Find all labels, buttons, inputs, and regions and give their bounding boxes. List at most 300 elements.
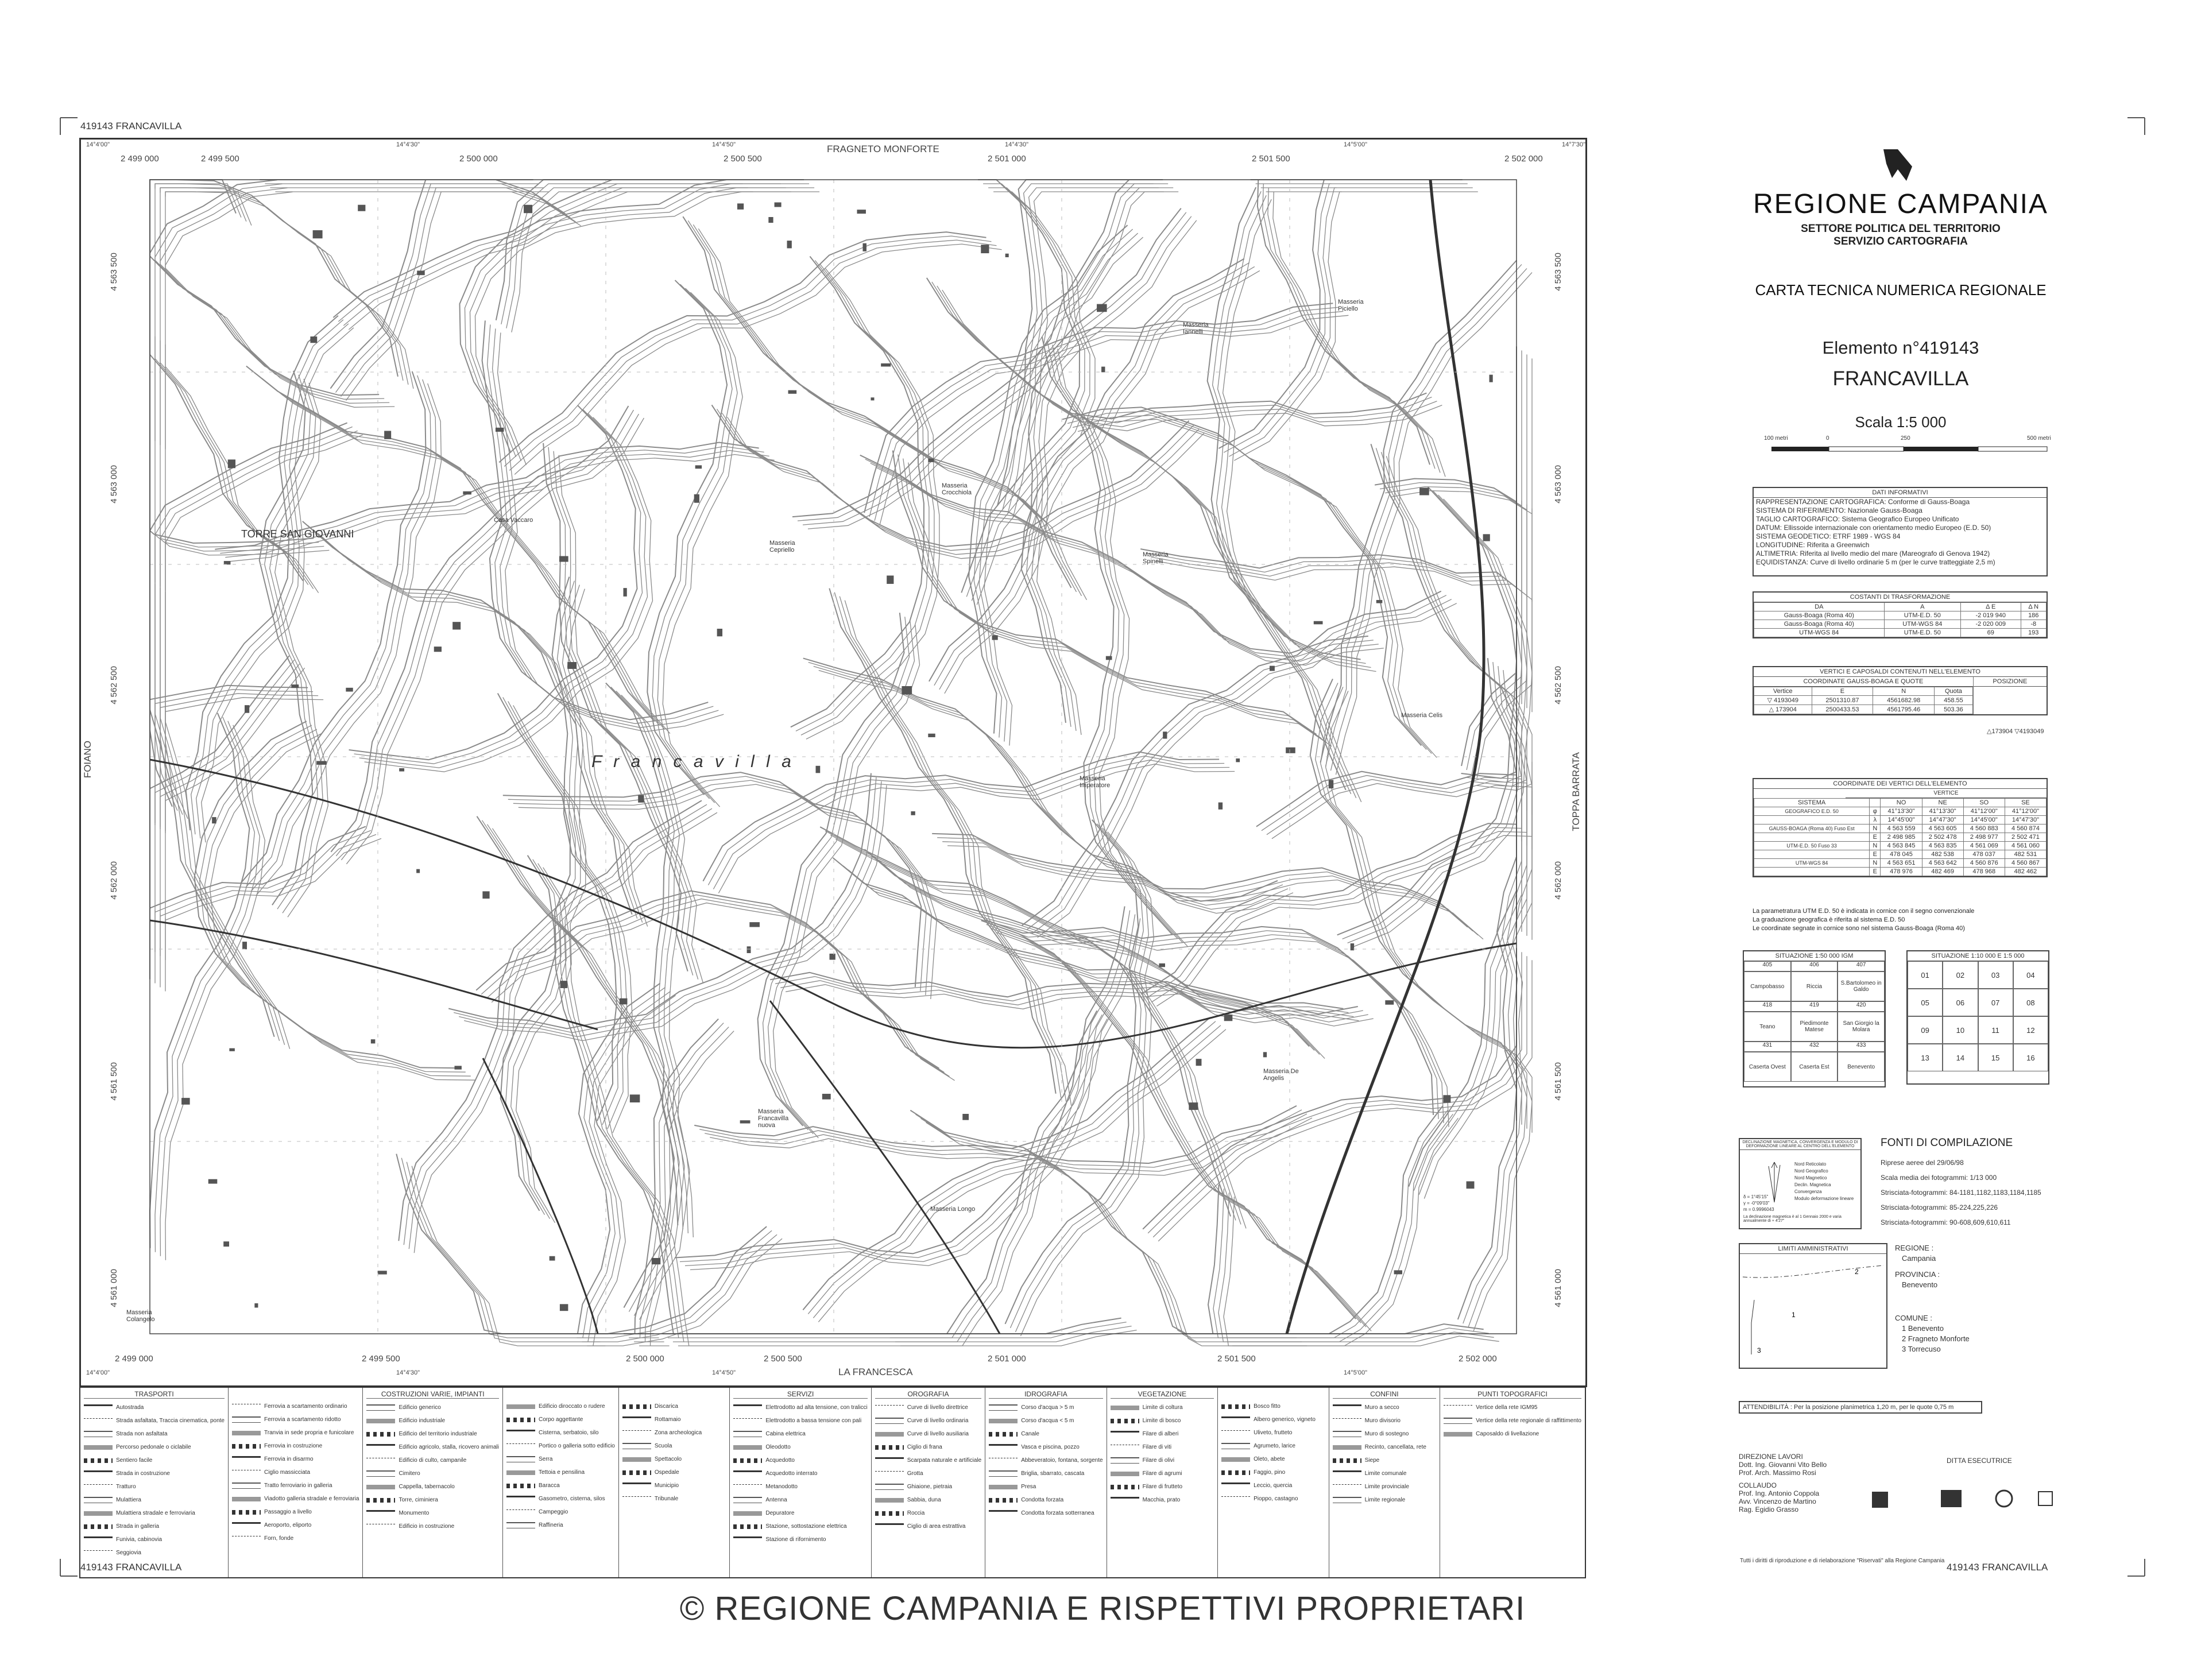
legend-item-label: Macchia, prato <box>1142 1497 1181 1503</box>
vertici-cell: 503.36 <box>1935 705 1973 714</box>
legend-item <box>1333 1427 1437 1441</box>
legend-item <box>1333 1493 1437 1507</box>
costanti-cell: UTM-E.D. 50 <box>1884 629 1960 637</box>
legend-item <box>622 1400 726 1413</box>
legend-item <box>1111 1427 1214 1441</box>
legend-item-label: Zona archeologica <box>654 1430 702 1436</box>
legend-item <box>1333 1454 1437 1467</box>
top-coord-3: 2 501 000 <box>988 154 1026 164</box>
legend-item-label: Leccio, quercia <box>1254 1482 1293 1489</box>
copyright-notice: © REGIONE CAMPANIA E RISPETTIVI PROPRIETARI <box>679 1590 1526 1627</box>
coord-head-1 <box>1870 799 1881 807</box>
bottom-coord-6: 2 502 000 <box>1459 1354 1497 1364</box>
coord-cell: 478 968 <box>1963 868 2005 876</box>
legend-item-label: Torre, ciminiera <box>399 1497 438 1503</box>
vertici-cell: △ 173904 <box>1754 705 1812 714</box>
legend-symbol-icon <box>622 1482 651 1489</box>
legend-symbol-icon <box>1221 1470 1250 1475</box>
legend-symbol-icon <box>1111 1431 1139 1437</box>
legend-item-label: Limite comunale <box>1364 1470 1407 1477</box>
legend-item <box>1221 1439 1325 1453</box>
farm-label-6: Masseria Celis <box>1401 712 1443 719</box>
legend-symbol-icon <box>232 1536 261 1541</box>
legend-item-label: Cabina elettrica <box>765 1431 806 1437</box>
costanti-cell: -8 <box>2021 620 2047 629</box>
legend-item-label: Ferrovia in costruzione <box>264 1443 323 1449</box>
legend-item <box>733 1454 867 1467</box>
coord-cell: 478 976 <box>1881 868 1922 876</box>
place-torre-san-giovanni: TORRE SAN GIOVANNI <box>241 528 354 540</box>
legend-heading-7: IDROGRAFIA <box>989 1390 1102 1399</box>
legend-item <box>733 1533 867 1546</box>
legend-item <box>232 1400 359 1413</box>
legend-item-label: Filare di viti <box>1142 1444 1172 1450</box>
legend-item <box>506 1479 615 1492</box>
farm-label-4: Casa Vaccaro <box>494 517 533 524</box>
legend-item-label: Stazione di rifornimento <box>765 1536 826 1543</box>
legend-item <box>232 1413 359 1426</box>
legend-symbol-icon <box>232 1444 261 1449</box>
direzione-line-4: COLLAUDO <box>1739 1481 1777 1489</box>
dati-line-1: SISTEMA DI RIFERIMENTO: Nazionale Gauss-Boaga <box>1756 506 1922 514</box>
legend-item <box>622 1466 726 1479</box>
legend-item-label: Sentiero facile <box>116 1457 153 1464</box>
map-canvas <box>81 140 1585 1385</box>
legend-symbol-icon <box>875 1498 904 1503</box>
legend-item <box>733 1401 867 1414</box>
legend-item-label: Tettoia e pensilina <box>539 1469 585 1476</box>
legend-item-label: Tranvia in sede propria e funicolare <box>264 1430 354 1436</box>
legend-symbol-icon <box>506 1522 535 1528</box>
legend-symbol-icon <box>733 1418 762 1423</box>
legend-item <box>366 1441 499 1454</box>
legend-column-11 <box>1440 1388 1585 1577</box>
decl-legend-3: Declin. Magnetica <box>1794 1182 1831 1187</box>
legend-symbol-icon <box>622 1404 651 1409</box>
legend-symbol-icon <box>989 1419 1018 1423</box>
legend-item <box>232 1505 359 1519</box>
bottom-coord-1: 2 499 500 <box>362 1354 400 1364</box>
decl-legend-1: Nord Geografico <box>1794 1168 1828 1174</box>
limiti-diagram <box>1740 1254 1886 1357</box>
coord-cell <box>1754 868 1870 876</box>
legend-item <box>875 1507 982 1520</box>
legend-symbol-icon <box>989 1498 1018 1503</box>
declinazione-title: DECLINAZIONE MAGNETICA, CONVERGENZA E MODULO DI DEFORMAZIONE LINEARE AL CENTRO DELL'ELEMENTO <box>1740 1139 1860 1150</box>
right-coord-2: 4 562 500 <box>1553 666 1563 704</box>
legend-item <box>622 1453 726 1466</box>
place-francavilla: F r a n c a v i l l a <box>591 752 795 771</box>
legend-item-label: Recinto, cancellata, rete <box>1364 1444 1426 1450</box>
legend-item <box>875 1454 982 1467</box>
sit50-cell: 431 <box>1744 1042 1791 1052</box>
legend-symbol-icon <box>1444 1418 1472 1424</box>
legend-symbol-icon <box>733 1497 762 1503</box>
legend-item <box>366 1507 499 1520</box>
vertici-cell: ▽ 4193049 <box>1754 696 1812 705</box>
legend-symbol-icon <box>1111 1457 1139 1464</box>
legend-item-label: Tribunale <box>654 1496 679 1502</box>
legend-item <box>84 1480 225 1493</box>
legend-symbol-icon <box>1111 1497 1139 1503</box>
element-name: FRANCAVILLA <box>1832 367 1969 390</box>
situazione-10000-box <box>1906 950 2049 1085</box>
legend-symbol-icon <box>366 1498 395 1503</box>
legend-item-label: Passaggio a livello <box>264 1509 312 1515</box>
legend-item-label: Raffineria <box>539 1522 563 1528</box>
dati-line-3: DATUM: Ellissoide internazionale con orientamento medio Europeo (E.D. 50) <box>1756 524 1991 532</box>
degree-top-2: 14°4'50" <box>712 141 736 148</box>
legend-item <box>733 1480 867 1493</box>
legend-item <box>1333 1467 1437 1480</box>
legend-item-label: Faggio, pino <box>1254 1469 1286 1476</box>
costanti-cell: 193 <box>2021 629 2047 637</box>
legend-item <box>733 1520 867 1533</box>
coord-vertici-box <box>1753 778 2048 877</box>
dati-title: DATI INFORMATIVI <box>1754 488 2047 498</box>
sit50-cell: Caserta Est <box>1791 1052 1838 1082</box>
legend-item <box>84 1467 225 1480</box>
legend-item <box>1111 1467 1214 1480</box>
legend-item-label: Depuratore <box>765 1510 795 1516</box>
legend-column-3 <box>503 1388 619 1577</box>
element-number: Elemento n°419143 <box>1822 338 1979 358</box>
legend-symbol-icon <box>875 1457 904 1464</box>
direzione-line-2: Prof. Arch. Massimo Rosi <box>1739 1469 1816 1477</box>
legend-item <box>84 1520 225 1533</box>
legend-item <box>1111 1414 1214 1427</box>
legend-symbol-icon <box>84 1470 113 1477</box>
sit10-cell-05: 05 <box>1908 989 1943 1016</box>
legend-item <box>366 1401 499 1414</box>
legend-item <box>506 1426 615 1439</box>
sit50-cell: 418 <box>1744 1001 1791 1012</box>
sit10-cell-12: 12 <box>2013 1016 2048 1044</box>
costanti-cell: Gauss-Boaga (Roma 40) <box>1754 611 1885 620</box>
sit10-cell-04: 04 <box>2013 961 2048 989</box>
legend-item-label: Pioppo, castagno <box>1254 1496 1298 1502</box>
coord-head-3: NE <box>1922 799 1963 807</box>
legend-item <box>622 1426 726 1439</box>
legend-symbol-icon <box>232 1497 261 1501</box>
legend-item <box>622 1479 726 1492</box>
legend-item <box>366 1414 499 1427</box>
legend-symbol-icon <box>366 1444 395 1450</box>
legend-item <box>506 1519 615 1532</box>
sit10-cell-15: 15 <box>1978 1044 2013 1071</box>
costanti-cell: -2 019 940 <box>1961 611 2021 620</box>
legend-item <box>1111 1401 1214 1414</box>
legend-symbol-icon <box>733 1524 762 1529</box>
legend-item-label: Strada in galleria <box>116 1523 160 1530</box>
legend-item-label: Agrumeto, larice <box>1254 1443 1295 1449</box>
legend-item-label: Ferrovia a scartamento ordinario <box>264 1403 347 1410</box>
legend-item-label: Aeroporto, eliporto <box>264 1522 312 1528</box>
legend-item-label: Discarica <box>654 1403 678 1410</box>
legend-symbol-icon <box>1444 1405 1472 1410</box>
legend-symbol-icon <box>506 1456 535 1462</box>
legend-symbol-icon <box>622 1457 651 1462</box>
farm-label-1: Masseria Iannelli <box>1183 322 1209 335</box>
legend-heading-6: OROGRAFIA <box>875 1390 982 1399</box>
legend-symbol-icon <box>989 1444 1018 1450</box>
legend-heading-0: TRASPORTI <box>84 1390 225 1399</box>
coord-head-5: SE <box>2005 799 2046 807</box>
rights-note: Tutti i diritti di riproduzione e di rielaborazione "Riservati" alla Regione Campania <box>1740 1558 1945 1564</box>
topographic-map[interactable] <box>79 138 1587 1387</box>
left-coord-0: 4 563 500 <box>109 253 119 291</box>
dati-line-0: RAPPRESENTAZIONE CARTOGRAFICA: Conforme di Gauss-Boaga <box>1756 498 1970 506</box>
legend-item-label: Filare di frutteto <box>1142 1484 1183 1490</box>
svg-text:2: 2 <box>1855 1268 1859 1276</box>
legend-item <box>989 1493 1102 1507</box>
sit50-cell: Campobasso <box>1744 971 1791 1001</box>
campania-logo-icon <box>1881 146 1915 187</box>
legend-item-label: Forn, fonde <box>264 1535 294 1542</box>
left-coord-2: 4 562 500 <box>109 666 119 704</box>
costanti-head-2: Δ E <box>1961 603 2021 611</box>
comune-2: 3 Torrecuso <box>1902 1345 1941 1353</box>
legend-item-label: Stazione, sottostazione elettrica <box>765 1523 847 1530</box>
legend-symbol-icon <box>733 1511 762 1516</box>
legend-symbol-icon <box>1221 1416 1250 1423</box>
legend-column-0 <box>80 1388 229 1577</box>
legend-item-label: Cimitero <box>399 1470 420 1477</box>
farm-label-8: Masseria De Angelis <box>1263 1068 1299 1082</box>
legend-item <box>232 1492 359 1505</box>
farm-label-11: Masseria Colangelo <box>126 1309 155 1323</box>
legend-item-label: Corpo aggettante <box>539 1416 583 1423</box>
sit50-cell: Caserta Ovest <box>1744 1052 1791 1082</box>
legend-item <box>875 1520 982 1533</box>
legend-item <box>1333 1414 1437 1427</box>
coord-cell: 4 563 835 <box>1922 842 1963 850</box>
limiti-title: LIMITI AMMINISTRATIVI <box>1740 1244 1886 1254</box>
legend-item <box>622 1492 726 1505</box>
legend-item <box>733 1414 867 1427</box>
coord-cell: 14°47'30" <box>1922 816 1963 824</box>
coord-cell: 14°45'00" <box>1881 816 1922 824</box>
sit50-cell: Riccia <box>1791 971 1838 1001</box>
legend-item-label: Strada asfaltata, Traccia cinematica, ponte <box>116 1418 225 1424</box>
legend-item-label: Acquedotto <box>765 1457 795 1464</box>
coord-vertici-table <box>1754 798 2047 876</box>
legend-item <box>1111 1493 1214 1507</box>
legend-item <box>232 1479 359 1492</box>
legend-item <box>1111 1454 1214 1467</box>
right-coord-5: 4 561 000 <box>1553 1269 1563 1307</box>
legend-item <box>1221 1400 1325 1413</box>
legend-item-label: Limite di bosco <box>1142 1418 1181 1424</box>
legend-item-label: Oleodotto <box>765 1444 791 1450</box>
legend-item-label: Mulattiera stradale e ferroviaria <box>116 1510 195 1516</box>
comune-0: 1 Benevento <box>1902 1324 1944 1333</box>
legend-item-label: Ghiaione, pietraia <box>907 1484 953 1490</box>
legend-symbol-icon <box>1111 1485 1139 1489</box>
coord-cell: E <box>1870 850 1881 859</box>
farm-label-3: Masseria Cepriello <box>769 540 795 553</box>
legend-item <box>1444 1401 1581 1414</box>
legend-symbol-icon <box>84 1524 113 1529</box>
sit50-cell: 406 <box>1791 961 1838 971</box>
farm-label-9: Masseria Francavilla nuova <box>758 1108 789 1129</box>
attendibilita: ATTENDIBILITÀ : Per la posizione planimetrica 1,20 m, per le quote 0,75 m <box>1739 1401 1982 1414</box>
legend-symbol-icon <box>1221 1482 1250 1489</box>
legend-item-label: Strada non asfaltata <box>116 1431 168 1437</box>
legend-item <box>506 1453 615 1466</box>
legend-symbol-icon <box>622 1430 651 1435</box>
coord-cell: 4 563 559 <box>1881 824 1922 833</box>
legend-item <box>1333 1401 1437 1414</box>
coord-cell <box>1754 833 1870 842</box>
degree-top-5: 14°7'30" <box>1562 141 1585 148</box>
direzione-line-7: Rag. Egidio Grasso <box>1739 1505 1799 1513</box>
bottom-coord-5: 2 501 500 <box>1217 1354 1256 1364</box>
legend-item <box>232 1426 359 1439</box>
legend-item <box>366 1480 499 1493</box>
legend-heading-10: CONFINI <box>1333 1390 1437 1399</box>
legend-item <box>875 1401 982 1414</box>
coord-cell: 41°12'00" <box>1963 807 2005 816</box>
degree-bottom-3: 14°5'00" <box>1344 1369 1367 1376</box>
legend-item-label: Rottamaio <box>654 1416 681 1423</box>
legend-item-label: Oleto, abete <box>1254 1456 1285 1462</box>
dati-line-2: TAGLIO CARTOGRAFICO: Sistema Geografico Europeo Unificato <box>1756 515 1959 523</box>
legend-item <box>1111 1441 1214 1454</box>
legend-item <box>506 1439 615 1453</box>
legend-symbol-icon <box>733 1484 762 1489</box>
coord-cell: 4 563 845 <box>1881 842 1922 850</box>
legend-symbol-icon <box>366 1485 395 1489</box>
legend-item-label: Corso d'acqua > 5 m <box>1021 1404 1074 1411</box>
sit50-cell: 419 <box>1791 1001 1838 1012</box>
vertici-head-0: Vertice <box>1754 687 1812 696</box>
legend-item-label: Condotta forzata <box>1021 1497 1064 1503</box>
legend-item-label: Muro di sostegno <box>1364 1431 1409 1437</box>
legend-symbol-icon <box>875 1523 904 1530</box>
vertici-cell: 458.55 <box>1935 696 1973 705</box>
legend-symbol-icon <box>84 1536 113 1543</box>
coord-cell: 41°12'00" <box>2005 807 2046 816</box>
legend-item-label: Limite provinciale <box>1364 1484 1409 1490</box>
legend-item <box>232 1439 359 1453</box>
scale-tick-3: 500 metri <box>2027 435 2051 442</box>
degree-top-3: 14°4'30" <box>1005 141 1028 148</box>
coord-cell: GAUSS-BOAGA (Roma 40) Fuso Est <box>1754 824 1870 833</box>
legend-item <box>1221 1413 1325 1426</box>
legend-column-6 <box>872 1388 986 1577</box>
legend-symbol-icon <box>506 1484 535 1488</box>
map-bottom-label: LA FRANCESCA <box>838 1367 913 1377</box>
left-coord-1: 4 563 000 <box>109 465 119 504</box>
sit10-cell-11: 11 <box>1978 1016 2013 1044</box>
sheet-label-bottom-right: 419143 FRANCAVILLA <box>1947 1562 2048 1573</box>
legend-item-label: Presa <box>1021 1484 1036 1490</box>
regione-label: REGIONE : <box>1895 1244 1934 1252</box>
legend-item-label: Edificio di culto, campanile <box>399 1457 467 1464</box>
right-coord-0: 4 563 500 <box>1553 253 1563 291</box>
legend-item <box>366 1467 499 1480</box>
legend-symbol-icon <box>232 1522 261 1528</box>
legend-column-10 <box>1329 1388 1441 1577</box>
legend-item-label: Siepe <box>1364 1457 1380 1464</box>
decl-legend-2: Nord Magnetico <box>1794 1175 1827 1180</box>
legend-column-2 <box>363 1388 503 1577</box>
legend-item-label: Ferrovia a scartamento ridotto <box>264 1416 341 1423</box>
right-coord-3: 4 562 000 <box>1553 861 1563 900</box>
legend-item <box>506 1505 615 1519</box>
legend-symbol-icon <box>989 1485 1018 1489</box>
coord-cell: 2 498 977 <box>1963 833 2005 842</box>
legend-item-label: Ciglio di area estrattiva <box>907 1523 966 1530</box>
direzione-line-5: Prof. Ing. Antonio Coppola <box>1739 1489 1820 1497</box>
sit50-cell: Benevento <box>1838 1052 1885 1082</box>
legend-item <box>366 1454 499 1467</box>
declinazione-note: La declinazione magnetica è al 1 Gennaio 2000 e varia annualmente di + 4'27" <box>1743 1215 1842 1223</box>
sheet-label-top-left: 419143 FRANCAVILLA <box>80 121 182 131</box>
dept-line-2: SERVIZIO CARTOGRAFIA <box>1833 235 1968 247</box>
costanti-head-0: DA <box>1754 603 1885 611</box>
legend-item <box>875 1414 982 1427</box>
legend-symbol-icon <box>875 1432 904 1437</box>
sit10-cell-03: 03 <box>1978 961 2013 989</box>
coord-cell: 482 538 <box>1922 850 1963 859</box>
situazione-50000-box <box>1743 950 1886 1087</box>
legend-item-label: Curve di livello direttrice <box>907 1404 968 1411</box>
coord-note-1: La graduazione geografica è riferita al sistema E.D. 50 <box>1753 916 1905 923</box>
legend-symbol-icon <box>84 1511 113 1516</box>
direzione-line-3 <box>1739 1477 1827 1481</box>
comune-label: COMUNE : <box>1895 1314 1932 1322</box>
legend-item-label: Uliveto, frutteto <box>1254 1430 1293 1436</box>
legend-symbol-icon <box>232 1431 261 1435</box>
degree-top-1: 14°4'30" <box>396 141 420 148</box>
coord-cell <box>1754 850 1870 859</box>
coord-cell: 4 563 651 <box>1881 859 1922 868</box>
sit10-cell-10: 10 <box>1943 1016 1978 1044</box>
legend-heading-8: VEGETAZIONE <box>1111 1390 1214 1399</box>
legend-item-label: Baracca <box>539 1482 560 1489</box>
fonti-line-3: Strisciata-fotogrammi: 85-224,225,226 <box>1881 1203 1998 1211</box>
legend-symbol-icon <box>1333 1431 1361 1437</box>
sit50-cell: 407 <box>1838 961 1885 971</box>
legend-item <box>84 1427 225 1441</box>
costanti-box <box>1753 591 2048 638</box>
legend-item-label: Viadotto galleria stradale e ferroviaria <box>264 1496 359 1502</box>
legend-item <box>506 1466 615 1479</box>
legend-item <box>875 1493 982 1507</box>
vertici-title: VERTICI E CAPOSALDI CONTENUTI NELL'ELEMENTO <box>1754 667 2047 677</box>
legend-symbol-icon <box>733 1404 762 1411</box>
legend-symbol-icon <box>1111 1472 1139 1476</box>
legend-item-label: Limite regionale <box>1364 1497 1406 1503</box>
legend-column-7 <box>985 1388 1107 1577</box>
coord-cell: 482 462 <box>2005 868 2046 876</box>
legend-symbol-icon <box>875 1484 904 1490</box>
legend-item-label: Vasca e piscina, pozzo <box>1021 1444 1080 1450</box>
bottom-coord-3: 2 500 500 <box>764 1354 802 1364</box>
legend-heading-11: PUNTI TOPOGRAFICI <box>1444 1390 1581 1399</box>
sit50-cell: S.Bartolomeo in Galdo <box>1838 971 1885 1001</box>
coord-cell: 4 563 642 <box>1922 859 1963 868</box>
legend-item <box>366 1493 499 1507</box>
legend-item-label: Strada in costruzione <box>116 1470 170 1477</box>
legend-item <box>1221 1466 1325 1479</box>
legend-item-label: Abbeveratoio, fontana, sorgente <box>1021 1457 1103 1464</box>
legend-item-label: Acquedotto interrato <box>765 1470 818 1477</box>
legend-item <box>84 1546 225 1559</box>
right-coord-1: 4 563 000 <box>1553 465 1563 504</box>
